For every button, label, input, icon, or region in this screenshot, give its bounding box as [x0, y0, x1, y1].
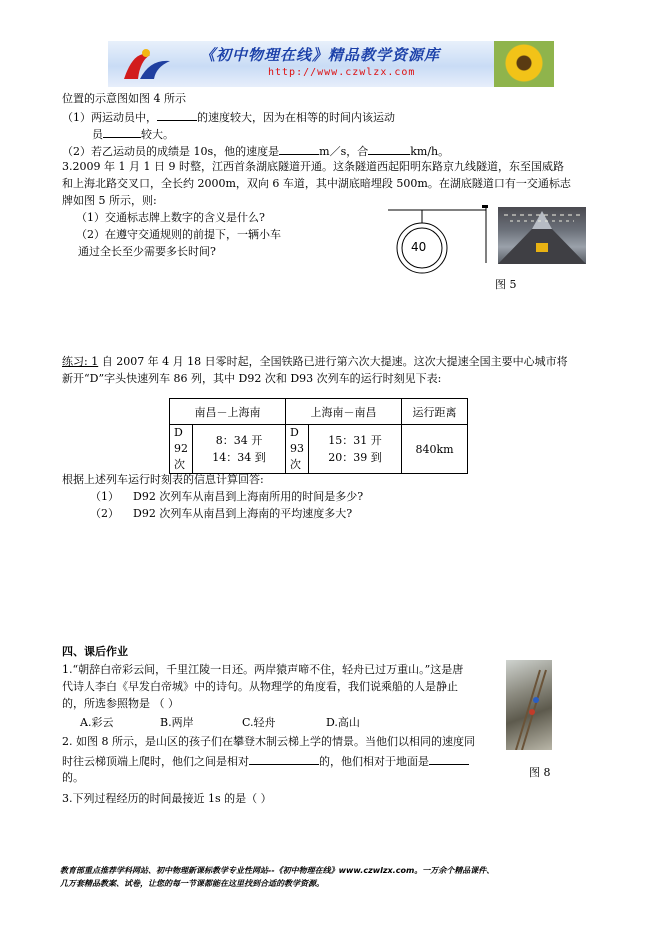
figure-5-caption: 图 5 [495, 278, 517, 291]
question-2-1: （1）两运动员中， 的速度较大，因为在相等的时间内该运动 [62, 111, 395, 124]
homework-text: 时往云梯顶端上爬时，他们之间是相对 的，他们相对于地面是 [62, 753, 469, 769]
site-logo-icon [116, 45, 176, 83]
homework-text: 3.下列过程经历的时间最接近 1s 的是（ ） [62, 792, 272, 805]
table-header: 南昌－上海南 [170, 399, 286, 425]
train-number: D93 次 [286, 425, 309, 474]
homework-text: 的。 [62, 771, 84, 784]
answer-blank[interactable] [279, 143, 319, 155]
exercise-text: 新开“D”字头快速列车 86 列，其中 D92 次和 D93 次列车的运行时刻见下表: [62, 372, 442, 385]
train-distance: 840km [402, 425, 468, 474]
question-3-1: （1）交通标志牌上数字的含义是什么? [76, 211, 265, 224]
homework-text: 1.“朝辞白帝彩云间，千里江陵一日还。两岸猿声啼不住，轻舟已过万重山。”这是唐 [62, 663, 464, 676]
exercise-text: 练习: 1 自 2007 年 4 月 18 日零时起，全国铁路已进行第六次大提速。这次大提速全国主要中心城市将 [62, 355, 568, 368]
table-row [170, 425, 468, 474]
option-d: D.高山 [326, 716, 360, 729]
table-header: 运行距离 [402, 399, 468, 425]
text-line: 位置的示意图如图 4 所示 [62, 92, 186, 105]
homework-text: 的，所选参照物是 （ ） [62, 697, 179, 710]
sunflower-image [494, 41, 554, 87]
option-b: B.两岸 [160, 716, 194, 729]
section-heading: 四、课后作业 [62, 645, 128, 658]
answer-blank[interactable] [429, 753, 469, 765]
exercise-question-1: （1） D92 次列车从南昌到上海南所用的时间是多少? [90, 490, 364, 503]
table-header: 上海南－南昌 [286, 399, 402, 425]
header-banner [108, 41, 554, 87]
question-3-2: （2）在遵守交通规则的前提下，一辆小车 [76, 228, 281, 241]
banner-url[interactable]: http://www.czwlzx.com [268, 67, 416, 78]
train-times: 15：31 开 20：39 到 [309, 425, 402, 474]
sign-number: 40 [411, 240, 427, 254]
train-times: 8：34 开 14：34 到 [193, 425, 286, 474]
homework-text: 2. 如图 8 所示，是山区的孩子们在攀登木制云梯上学的情景。当他们以相同的速度同 [62, 735, 475, 748]
question-3-text: 3.2009 年 1 月 1 日 9 时整，江西首条湖底隧道开通。这条隧道西起阳明东路京九线隧道，东至国威路 [62, 160, 564, 173]
answer-blank[interactable] [157, 109, 197, 121]
question-3-2-cont: 通过全长至少需要多长时间? [78, 245, 216, 258]
answer-blank[interactable] [103, 126, 141, 138]
question-3-text: 牌如图 5 所示，则: [62, 194, 157, 207]
answer-blank[interactable] [368, 143, 410, 155]
homework-text: 代诗人李白《早发白帝城》中的诗句。从物理学的角度看，我们说乘船的人是静止 [62, 680, 458, 693]
speed-limit-sign-icon [386, 205, 506, 285]
option-c: C.轻舟 [242, 716, 276, 729]
option-a: A.彩云 [80, 716, 114, 729]
banner-title: 《初中物理在线》精品教学资源库 [200, 46, 441, 64]
figure-8-caption: 图 8 [529, 766, 551, 779]
question-2-1-cont: 员 较大。 [92, 128, 174, 141]
tunnel-photo [498, 207, 586, 264]
question-2-2: （2）若乙运动员的成绩是 10s，他的速度是 m／s，合 km/h。 [62, 145, 450, 158]
train-schedule-table [169, 398, 468, 474]
exercise-question-2: （2） D92 次列车从南昌到上海南的平均速度多大? [90, 507, 353, 520]
cloud-ladder-photo [506, 660, 552, 750]
exercise-text: 根据上述列车运行时刻表的信息计算回答: [62, 473, 264, 486]
page-footer: 教育部重点推荐学科网站、初中物理新课标教学专业性网站--《初中物理在线》www.czwlzx.com。一万余个精品课件、 几万套精品教案、试卷，让您的每一节课都能在这里找到合适的教学资源。 [60, 866, 495, 888]
train-number: D92 次 [170, 425, 193, 474]
answer-blank[interactable] [249, 753, 319, 765]
question-3-text: 和上海北路交叉口，全长约 2000m，双向 6 车道，其中湖底暗埋段 500m。在湖底隧道口有一交通标志 [62, 177, 571, 190]
